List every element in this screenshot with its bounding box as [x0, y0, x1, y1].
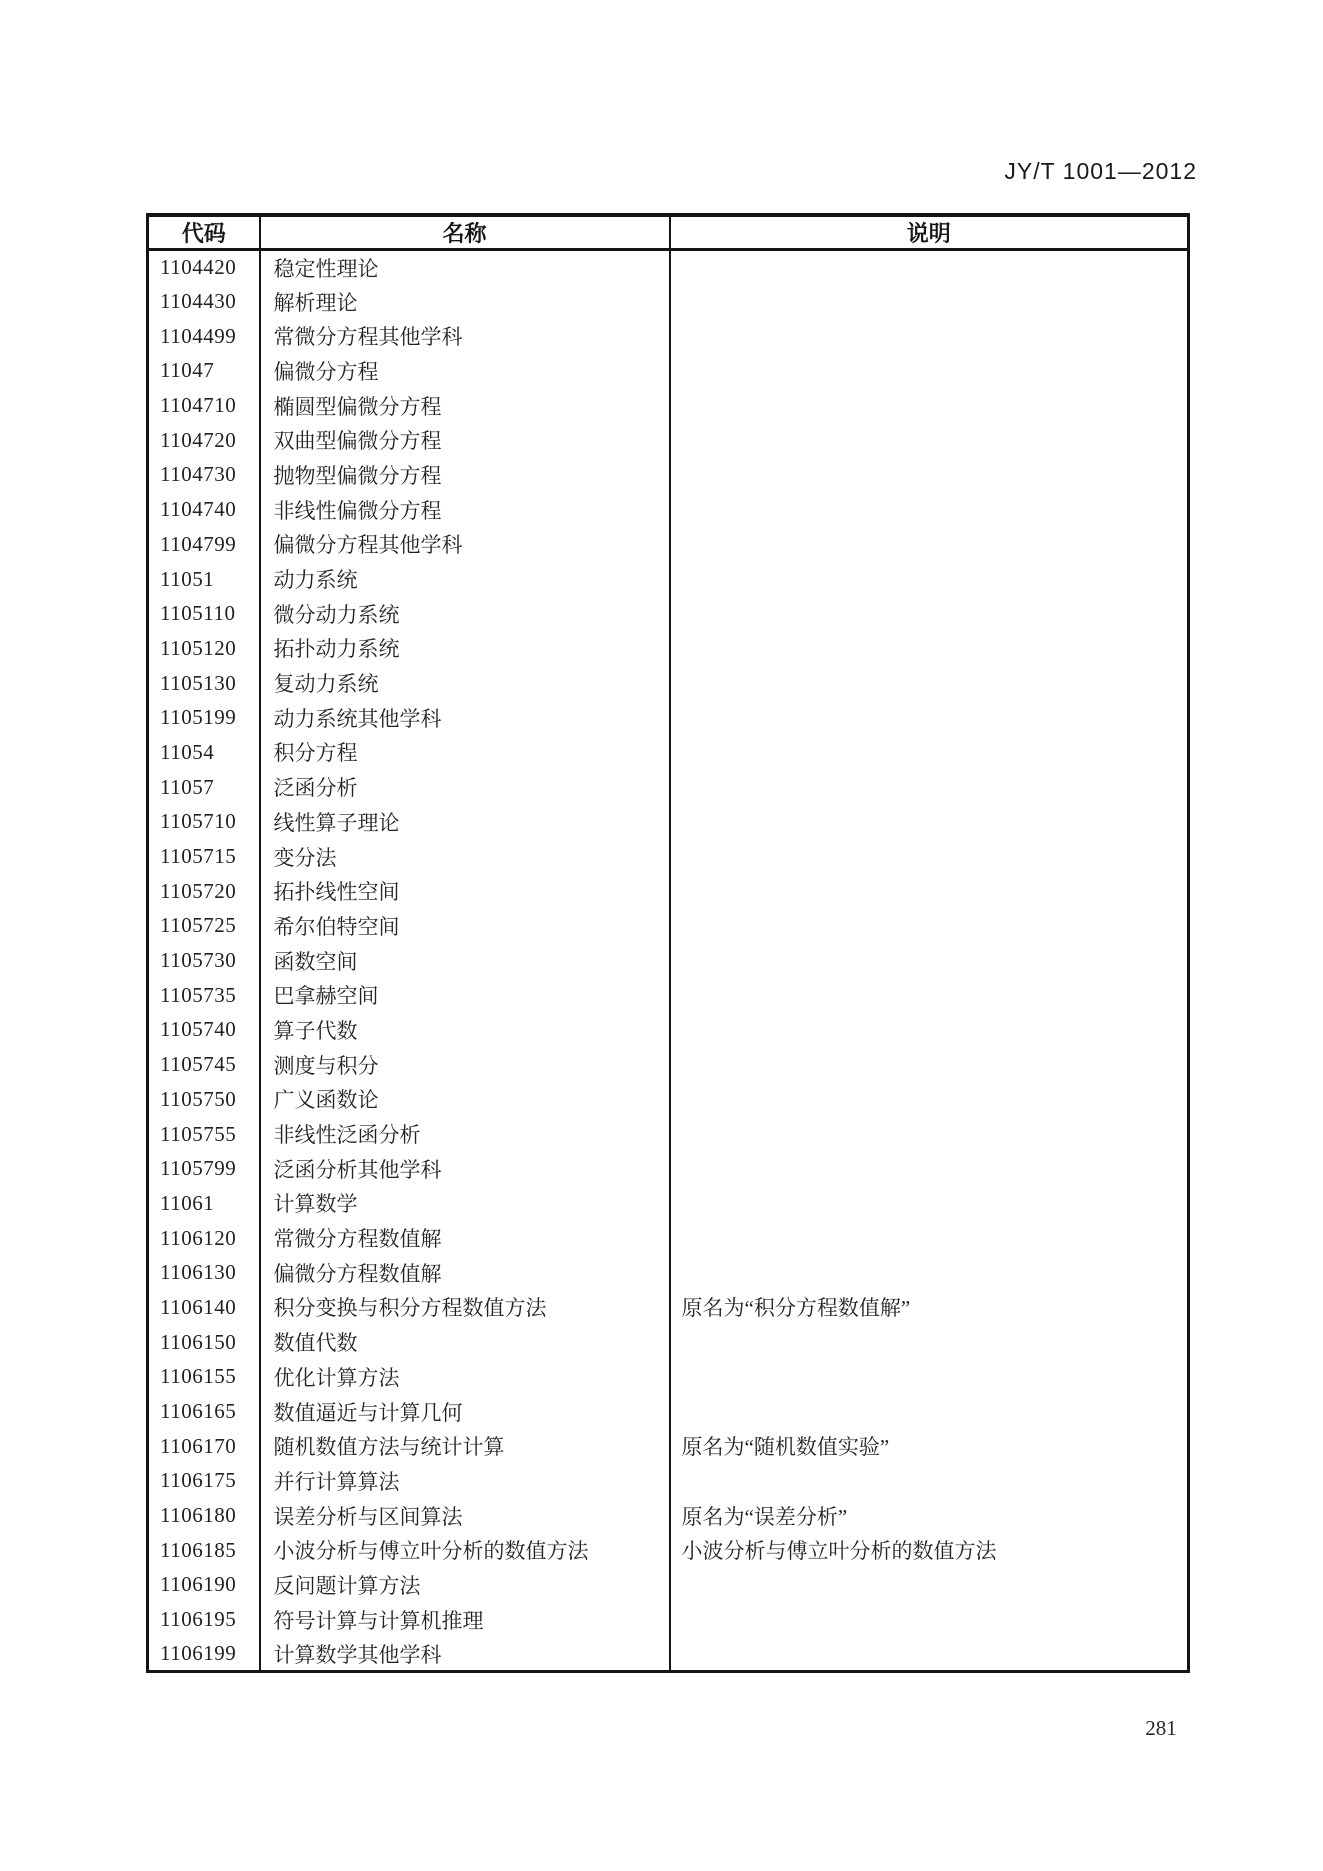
- row-code: 1104730: [148, 458, 260, 493]
- row-desc: [670, 1186, 1189, 1221]
- row-desc: [670, 1047, 1189, 1082]
- table-row: [148, 423, 1189, 458]
- row-desc: [670, 1568, 1189, 1603]
- table-row: [148, 250, 1189, 285]
- row-desc: [670, 770, 1189, 805]
- row-name: 椭圆型偏微分方程: [260, 388, 670, 423]
- row-name: 非线性泛函分析: [260, 1117, 670, 1152]
- row-name: 测度与积分: [260, 1047, 670, 1082]
- table-row: [148, 596, 1189, 631]
- table-row: [148, 1464, 1189, 1499]
- row-code: 1104420: [148, 250, 260, 285]
- row-desc: [670, 1117, 1189, 1152]
- table-row: [148, 562, 1189, 597]
- row-desc: [670, 978, 1189, 1013]
- row-desc: [670, 250, 1189, 285]
- row-name: 反问题计算方法: [260, 1568, 670, 1603]
- row-code: 11047: [148, 354, 260, 389]
- row-code: 1106195: [148, 1602, 260, 1637]
- row-code: 1106140: [148, 1290, 260, 1325]
- row-code: 1105750: [148, 1082, 260, 1117]
- table-row: [148, 1117, 1189, 1152]
- table-row: [148, 1325, 1189, 1360]
- table-row: [148, 943, 1189, 978]
- table-row: [148, 319, 1189, 354]
- row-desc: [670, 631, 1189, 666]
- row-name: 巴拿赫空间: [260, 978, 670, 1013]
- row-code: 1106185: [148, 1533, 260, 1568]
- row-name: 泛函分析: [260, 770, 670, 805]
- table-row: [148, 492, 1189, 527]
- row-desc: [670, 1255, 1189, 1290]
- table-row: [148, 1568, 1189, 1603]
- row-code: 1106199: [148, 1637, 260, 1672]
- row-desc: [670, 354, 1189, 389]
- table-row: [148, 527, 1189, 562]
- row-code: 1106150: [148, 1325, 260, 1360]
- row-name: 稳定性理论: [260, 250, 670, 285]
- row-desc: [670, 596, 1189, 631]
- row-name: 非线性偏微分方程: [260, 492, 670, 527]
- table-row: [148, 1533, 1189, 1568]
- row-code: 1105799: [148, 1151, 260, 1186]
- row-desc: 原名为“积分方程数值解”: [681, 1296, 911, 1321]
- row-name: 优化计算方法: [260, 1360, 670, 1395]
- row-name: 动力系统: [260, 562, 670, 597]
- row-code: 1105730: [148, 943, 260, 978]
- row-code: 11054: [148, 735, 260, 770]
- row-desc: [670, 909, 1189, 944]
- row-code: 11061: [148, 1186, 260, 1221]
- row-name: 变分法: [260, 839, 670, 874]
- header-name: 名称: [260, 215, 670, 250]
- row-name: 常微分方程数值解: [260, 1221, 670, 1256]
- row-name: 双曲型偏微分方程: [260, 423, 670, 458]
- classification-table: [146, 213, 1190, 1673]
- row-name: 积分变换与积分方程数值方法: [260, 1290, 670, 1325]
- table-row: [148, 909, 1189, 944]
- row-code: 1104720: [148, 423, 260, 458]
- row-desc: 原名为“随机数值实验”: [681, 1435, 890, 1460]
- table-row: [148, 388, 1189, 423]
- row-code: 1105110: [148, 596, 260, 631]
- table-row: [148, 458, 1189, 493]
- row-code: 1105745: [148, 1047, 260, 1082]
- table-row: [148, 805, 1189, 840]
- row-name: 并行计算算法: [260, 1464, 670, 1499]
- row-code: 1106165: [148, 1394, 260, 1429]
- row-name: 复动力系统: [260, 666, 670, 701]
- row-name: 线性算子理论: [260, 805, 670, 840]
- row-name: 小波分析与傅立叶分析的数值方法: [260, 1533, 670, 1568]
- row-desc: [670, 1221, 1189, 1256]
- row-code: 1106120: [148, 1221, 260, 1256]
- row-desc: [670, 319, 1189, 354]
- row-code: 1105199: [148, 700, 260, 735]
- page-number: 281: [1145, 1716, 1177, 1740]
- row-name: 动力系统其他学科: [260, 700, 670, 735]
- header-code: 代码: [148, 215, 260, 250]
- row-code: 1106155: [148, 1360, 260, 1395]
- row-name: 常微分方程其他学科: [260, 319, 670, 354]
- table-row: [148, 1498, 1189, 1533]
- table-row: [148, 284, 1189, 319]
- table-row: [148, 631, 1189, 666]
- row-code: 1106130: [148, 1255, 260, 1290]
- row-desc: [670, 805, 1189, 840]
- row-code: 11051: [148, 562, 260, 597]
- row-name: 解析理论: [260, 284, 670, 319]
- row-desc: [670, 388, 1189, 423]
- row-code: 1106170: [148, 1429, 260, 1464]
- row-code: 1106175: [148, 1464, 260, 1499]
- row-desc: [670, 562, 1189, 597]
- table-row: [148, 1290, 1189, 1325]
- header-description: 说明: [670, 215, 1189, 250]
- table-row: [148, 1013, 1189, 1048]
- row-desc: [670, 284, 1189, 319]
- row-code: 1105720: [148, 874, 260, 909]
- row-code: 1104499: [148, 319, 260, 354]
- row-code: 1105130: [148, 666, 260, 701]
- row-name: 数值代数: [260, 1325, 670, 1360]
- row-name: 泛函分析其他学科: [260, 1151, 670, 1186]
- table-row: [148, 1047, 1189, 1082]
- row-desc: [670, 700, 1189, 735]
- row-desc: [670, 1464, 1189, 1499]
- standard-number: JY/T 1001—2012: [1004, 158, 1197, 184]
- table-row: [148, 1186, 1189, 1221]
- row-desc: [670, 1637, 1189, 1672]
- row-name: 数值逼近与计算几何: [260, 1394, 670, 1429]
- row-name: 抛物型偏微分方程: [260, 458, 670, 493]
- table-row: [148, 735, 1189, 770]
- row-name: 函数空间: [260, 943, 670, 978]
- table-row: [148, 1602, 1189, 1637]
- row-name: 随机数值方法与统计计算: [260, 1429, 670, 1464]
- row-desc: [670, 1394, 1189, 1429]
- table-row: [148, 1360, 1189, 1395]
- row-desc: [670, 1360, 1189, 1395]
- row-desc: [670, 1151, 1189, 1186]
- row-code: 1105715: [148, 839, 260, 874]
- row-name: 积分方程: [260, 735, 670, 770]
- row-desc: 小波分析与傅立叶分析的数值方法: [681, 1539, 997, 1564]
- table-row: [148, 1221, 1189, 1256]
- row-name: 偏微分方程数值解: [260, 1255, 670, 1290]
- row-desc: [670, 1602, 1189, 1637]
- row-code: 1105710: [148, 805, 260, 840]
- table-row: [148, 770, 1189, 805]
- row-desc: [670, 492, 1189, 527]
- table-row: [148, 1394, 1189, 1429]
- row-name: 拓扑动力系统: [260, 631, 670, 666]
- row-code: 1106190: [148, 1568, 260, 1603]
- row-desc: [670, 1082, 1189, 1117]
- row-name: 计算数学其他学科: [260, 1637, 670, 1672]
- row-name: 拓扑线性空间: [260, 874, 670, 909]
- row-code: 1104799: [148, 527, 260, 562]
- table-row: [148, 1637, 1189, 1672]
- table-row: [148, 666, 1189, 701]
- row-code: 1105755: [148, 1117, 260, 1152]
- row-code: 1105120: [148, 631, 260, 666]
- row-code: 1105740: [148, 1013, 260, 1048]
- table-row: [148, 839, 1189, 874]
- row-desc: 原名为“误差分析”: [681, 1504, 848, 1529]
- table-row: [148, 1255, 1189, 1290]
- table-row: [148, 1082, 1189, 1117]
- row-code: 1105735: [148, 978, 260, 1013]
- row-desc: [670, 735, 1189, 770]
- row-desc: [670, 874, 1189, 909]
- row-name: 误差分析与区间算法: [260, 1498, 670, 1533]
- row-desc: [670, 943, 1189, 978]
- table-body: [148, 250, 1189, 1672]
- table-row: [148, 354, 1189, 389]
- table-header-row: [148, 215, 1189, 250]
- row-code: 1106180: [148, 1498, 260, 1533]
- table-row: [148, 700, 1189, 735]
- row-name: 广义函数论: [260, 1082, 670, 1117]
- row-desc: [670, 839, 1189, 874]
- row-name: 偏微分方程: [260, 354, 670, 389]
- row-name: 微分动力系统: [260, 596, 670, 631]
- row-code: 11057: [148, 770, 260, 805]
- row-desc: [670, 527, 1189, 562]
- table-row: [148, 1151, 1189, 1186]
- row-desc: [670, 458, 1189, 493]
- row-name: 计算数学: [260, 1186, 670, 1221]
- row-code: 1104430: [148, 284, 260, 319]
- row-name: 偏微分方程其他学科: [260, 527, 670, 562]
- row-desc: [670, 1325, 1189, 1360]
- row-name: 算子代数: [260, 1013, 670, 1048]
- row-desc: [670, 1013, 1189, 1048]
- row-name: 希尔伯特空间: [260, 909, 670, 944]
- table-row: [148, 978, 1189, 1013]
- row-desc: [670, 666, 1189, 701]
- row-code: 1104710: [148, 388, 260, 423]
- table-row: [148, 874, 1189, 909]
- table-row: [148, 1429, 1189, 1464]
- row-desc: [670, 423, 1189, 458]
- row-name: 符号计算与计算机推理: [260, 1602, 670, 1637]
- row-code: 1104740: [148, 492, 260, 527]
- row-code: 1105725: [148, 909, 260, 944]
